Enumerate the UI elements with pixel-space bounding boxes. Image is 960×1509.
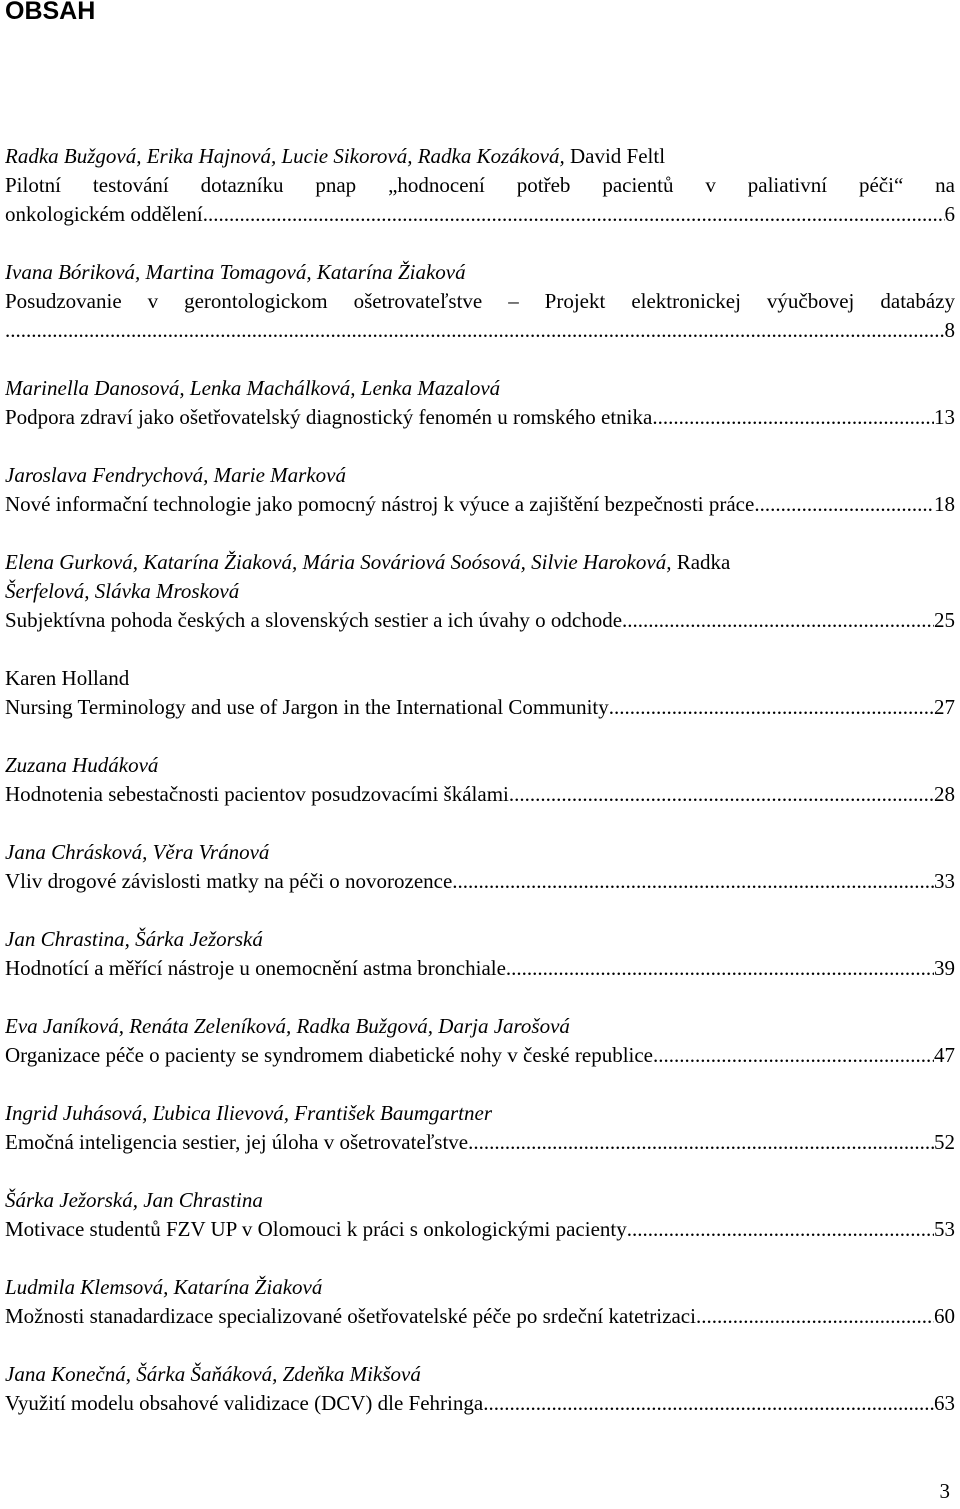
toc-title-row[interactable] [5,1389,955,1418]
toc-title-line: Posudzovanie v gerontologickom ošetrovateľstve – Projekt elektronickej výučbovej databázy [5,289,955,313]
toc-authors: Jaroslava Fendrychová, Marie Marková [5,463,346,487]
toc-title: Hodnotící a měřící nástroje u onemocnění astma bronchiale [5,956,506,980]
toc-list [5,142,955,1447]
toc-title: Podpora zdraví jako ošetřovatelský diagnostický fenomén u romského etnika [5,405,653,429]
toc-title-row[interactable] [5,490,955,519]
toc-authors: Marinella Danosová, Lenka Machálková, Lenka Mazalová [5,376,501,400]
leader-dots [203,200,945,229]
toc-page-number: 27 [934,695,955,719]
toc-entry [5,548,955,635]
leader-dots [627,1215,934,1244]
leader-dots [696,1302,934,1331]
toc-title-row[interactable] [5,1128,955,1157]
toc-page-number: 53 [934,1217,955,1241]
leader-dots [609,693,934,722]
toc-authors: Šárka Ježorská, Jan Chrastina [5,1188,263,1212]
toc-page-number: 28 [934,782,955,806]
toc-title: Motivace studentů FZV UP v Olomouci k práci s onkologickými pacienty [5,1217,627,1241]
toc-authors: Ivana Bóriková, Martina Tomagová, Katarína Žiaková [5,260,466,284]
toc-page-number: 47 [934,1043,955,1067]
toc-title-row[interactable] [5,780,955,809]
page-heading: OBSAH [5,0,96,25]
toc-page-number: 18 [934,492,955,516]
leader-dots [468,1128,934,1157]
toc-authors: Ludmila Klemsová, Katarína Žiaková [5,1275,323,1299]
toc-entry [5,664,955,722]
toc-title: Subjektívna pohoda českých a slovenských sestier a ich úvahy o odchode [5,608,623,632]
toc-title-row[interactable] [5,403,955,432]
toc-title-row[interactable] [5,693,955,722]
toc-title-row[interactable] [5,606,955,635]
toc-entry [5,925,955,983]
toc-page-number: 33 [934,869,955,893]
toc-entry [5,1012,955,1070]
toc-entry [5,1099,955,1157]
toc-entry [5,374,955,432]
toc-entry [5,142,955,229]
toc-page-number: 39 [934,956,955,980]
toc-title: Hodnotenia sebestačnosti pacientov posudzovacími škálami [5,782,509,806]
toc-authors-continued: Šerfelová, Slávka Mrosková [5,579,240,603]
toc-page-number: 52 [934,1130,955,1154]
toc-authors: Elena Gurková, Katarína Žiaková, Mária Sováriová Soósová, Silvie Haroková, Radka [5,550,731,574]
toc-title-line: Pilotní testování dotazníku pnap „hodnocení potřeb pacientů v paliativní péči“ na [5,173,955,197]
leader-dots [652,403,934,432]
document-page [5,0,955,1509]
toc-authors: Ingrid Juhásová, Ľubica Ilievová, František Baumgartner [5,1101,492,1125]
page-number: 3 [939,1479,950,1503]
leader-dots [483,1389,934,1418]
toc-page-number: 60 [934,1304,955,1328]
toc-title: Možnosti stanadardizace specializované ošetřovatelské péče po srdeční katetrizaci [5,1304,696,1328]
toc-title: Emočná inteligencia sestier, jej úloha v ošetrovateľstve [5,1130,469,1154]
leader-dots [622,606,934,635]
toc-title-row[interactable] [5,1041,955,1070]
leader-dots [509,780,934,809]
toc-title: Nursing Terminology and use of Jargon in the International Community [5,695,609,719]
toc-title-row[interactable] [5,316,955,345]
leader-dots [506,954,934,983]
toc-entry [5,838,955,896]
toc-entry [5,1360,955,1418]
toc-page-number: 13 [934,405,955,429]
toc-authors: Radka Bužgová, Erika Hajnová, Lucie Sikorová, Radka Kozáková, David Feltl [5,144,666,168]
toc-title-row[interactable] [5,200,955,229]
toc-title: Vliv drogové závislosti matky na péči o novorozence [5,869,453,893]
toc-title: Organizace péče o pacienty se syndromem diabetické nohy v české republice [5,1043,654,1067]
toc-title: onkologickém oddělení [5,202,203,226]
toc-title: Využití modelu obsahové validizace (DCV) dle Fehringa [5,1391,484,1415]
toc-authors: Eva Janíková, Renáta Zeleníková, Radka Bužgová, Darja Jarošová [5,1014,570,1038]
toc-page-number: 6 [944,202,955,226]
toc-authors: Karen Holland [5,666,130,690]
toc-authors: Jana Chrásková, Věra Vránová [5,840,270,864]
leader-dots [5,316,945,345]
toc-title-row[interactable] [5,1215,955,1244]
toc-entry [5,461,955,519]
toc-entry [5,751,955,809]
toc-page-number: 63 [934,1391,955,1415]
toc-entry [5,1273,955,1331]
toc-authors: Jan Chrastina, Šárka Ježorská [5,927,263,951]
leader-dots [452,867,934,896]
toc-entry [5,258,955,345]
toc-title: Nové informační technologie jako pomocný nástroj k výuce a zajištění bezpečnosti práce [5,492,755,516]
toc-title-row[interactable] [5,1302,955,1331]
toc-title-row[interactable] [5,867,955,896]
toc-entry [5,1186,955,1244]
leader-dots [754,490,934,519]
toc-authors: Zuzana Hudáková [5,753,159,777]
toc-page-number: 25 [934,608,955,632]
leader-dots [653,1041,934,1070]
toc-page-number: 8 [944,318,955,342]
toc-title-row[interactable] [5,954,955,983]
toc-authors: Jana Konečná, Šárka Šaňáková, Zdeňka Mikšová [5,1362,421,1386]
